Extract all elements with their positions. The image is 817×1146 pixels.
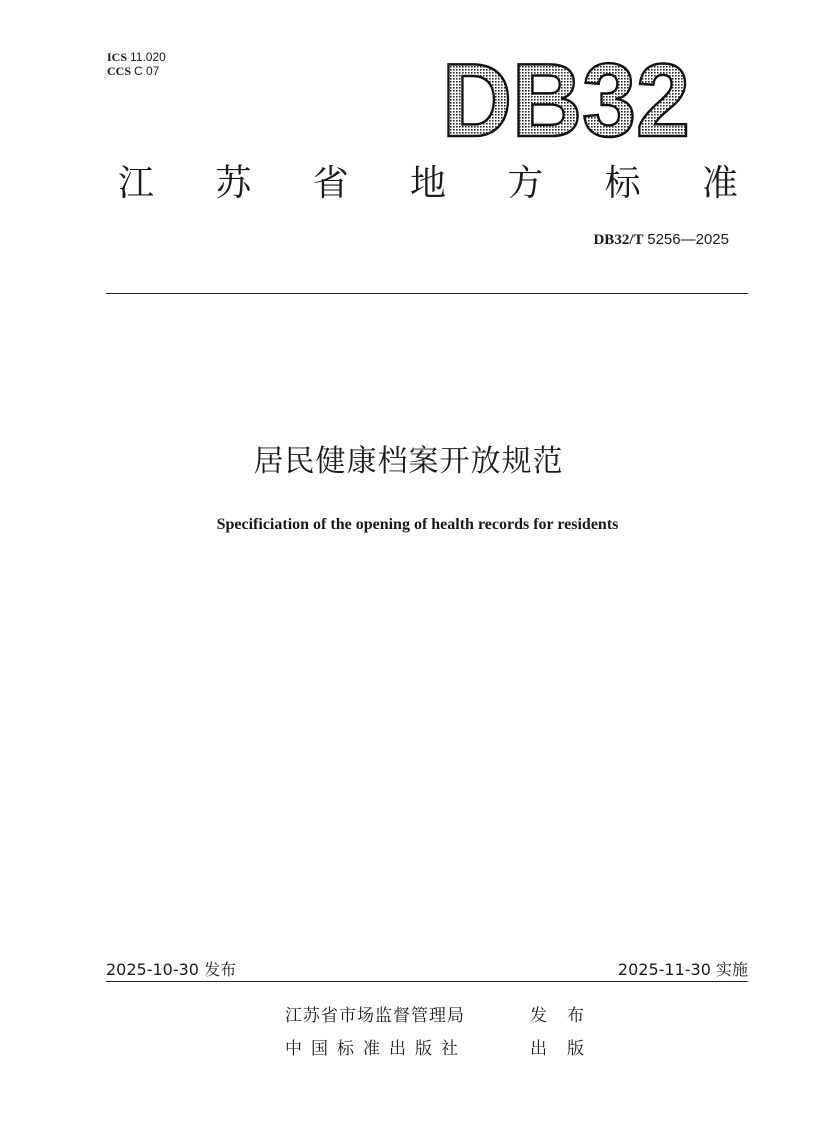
db32-logo-text: DB32 [442,48,690,148]
std-type-char: 方 [507,163,544,204]
publisher-role: 出版 [530,1039,604,1059]
top-divider [106,293,748,294]
ics-line [107,50,166,64]
ccs-code: C 07 [134,64,160,78]
std-type-char: 省 [312,163,349,204]
std-type-char: 江 [118,163,155,204]
standard-number-prefix: DB [593,232,615,248]
db32-logo [438,48,698,148]
std-type-char: 标 [604,163,641,204]
ccs-line [107,64,166,78]
document-title-chinese: 居民健康档案开放规范 [253,444,564,479]
implementation-date: 2025-11-30 实施 [617,960,748,979]
document-title-english: Specificiation of the opening of health records for residents [216,516,619,533]
std-type-char: 地 [409,163,446,204]
issuing-authority: 江苏省市场监督管理局 [285,1006,465,1026]
standard-type-title [118,160,738,208]
publisher-name: 中国标准出版社 [285,1039,467,1059]
std-type-char: 苏 [215,163,252,204]
classification-codes [107,50,166,78]
std-type-char: 准 [701,163,738,204]
bottom-divider [106,981,748,982]
ics-code: 11.020 [130,50,166,64]
issuing-role: 发布 [530,1006,604,1026]
ics-label: ICS [107,50,128,64]
standard-number-value: 5256—2025 [647,231,729,248]
standard-number [593,230,729,250]
ccs-label: CCS [107,64,132,78]
standard-number-middle: 32/T [614,232,644,248]
issue-date: 2025-10-30 发布 [106,960,237,979]
